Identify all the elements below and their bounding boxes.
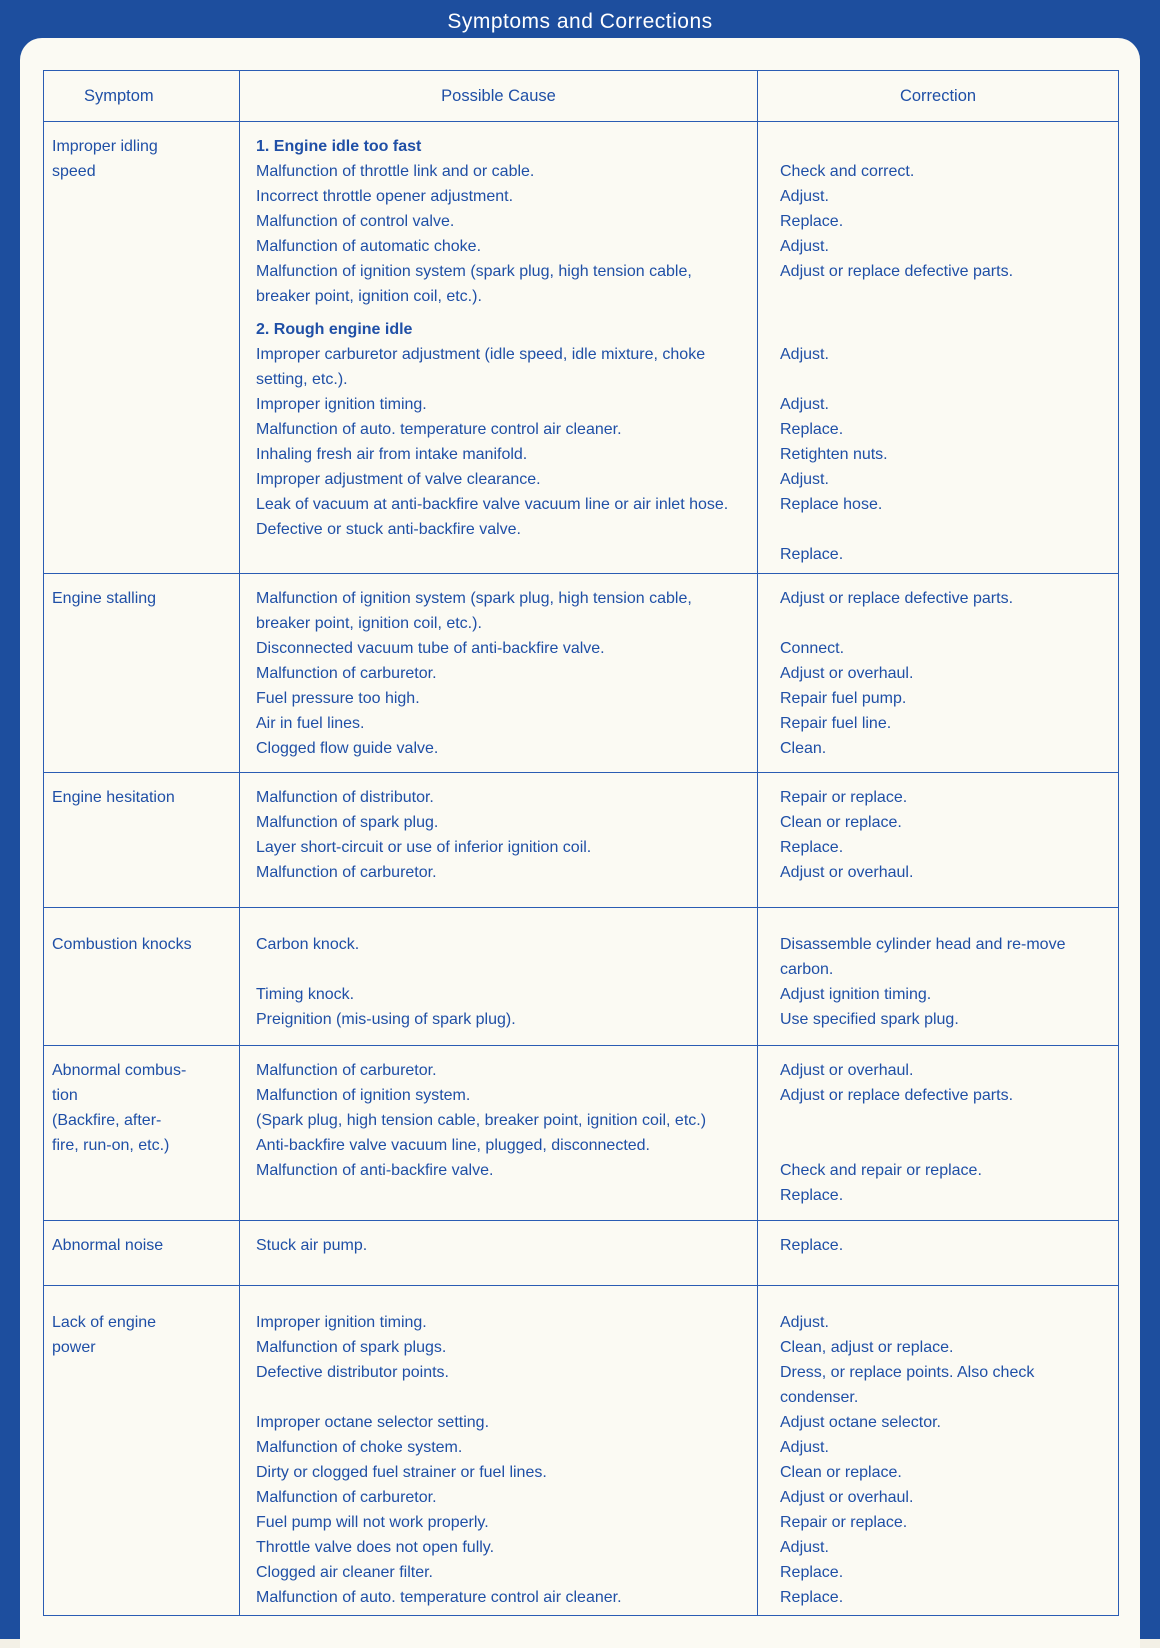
correction-text: Adjust or overhaul. (780, 665, 914, 682)
correction-text: Clean or replace. (780, 1464, 902, 1481)
correction-text: Adjust or overhaul. (780, 864, 914, 881)
correction-text: Retighten nuts. (780, 446, 888, 463)
correction-text: Adjust or overhaul. (780, 1062, 914, 1079)
cause-text: Malfunction of carburetor. (256, 1062, 437, 1079)
cause-cell (240, 574, 758, 773)
correction-cell (758, 1046, 1119, 1221)
symptom-cell (44, 1286, 240, 1616)
correction-text: Adjust. (780, 1314, 829, 1331)
cause-text: Defective or stuck anti-backfire valve. (256, 521, 521, 538)
correction-text: Repair or replace. (780, 1514, 908, 1531)
cause-text: Dirty or clogged fuel strainer or fuel lines. (256, 1464, 547, 1481)
correction-text: Repair fuel pump. (780, 690, 907, 707)
symptom-text: Improper idling (52, 138, 158, 155)
cause-text: Malfunction of ignition system (spark plug, high tension cable, breaker point, ignition coil, etc.). (256, 263, 692, 305)
correction-text: Adjust ignition timing. (780, 986, 932, 1003)
correction-text: Replace. (780, 1564, 844, 1581)
cause-text: Timing knock. (256, 986, 355, 1003)
symptom-cell (44, 773, 240, 908)
correction-text: Adjust or overhaul. (780, 1489, 914, 1506)
correction-text: Replace. (780, 546, 844, 563)
cause-text: Malfunction of auto. temperature control air cleaner. (256, 421, 622, 438)
correction-text: Dress, or replace points. Also check condenser. (780, 1364, 1035, 1406)
cause-cell (240, 773, 758, 908)
correction-text: Replace hose. (780, 496, 883, 513)
cause-text: Layer short-circuit or use of inferior ignition coil. (256, 839, 592, 856)
symptom-text: Combustion knocks (52, 936, 192, 953)
header-symptom: Symptom (44, 71, 240, 122)
cause-text: Malfunction of control valve. (256, 213, 455, 230)
table-row (44, 1221, 1119, 1286)
cause-text: Fuel pump will not work properly. (256, 1514, 489, 1531)
header-cause: Possible Cause (240, 71, 758, 122)
cause-text: Malfunction of ignition system (spark plug, high tension cable, breaker point, ignition coil, etc.). (256, 590, 692, 632)
symptoms-table (43, 70, 1119, 1616)
cause-text: Malfunction of spark plugs. (256, 1339, 447, 1356)
correction-text: Replace. (780, 1187, 844, 1204)
symptom-text: fire, run-on, etc.) (52, 1137, 170, 1154)
cause-text: Improper adjustment of valve clearance. (256, 471, 541, 488)
correction-text: Adjust or replace defective parts. (780, 1087, 1014, 1104)
cause-subheading: 2. Rough engine idle (256, 321, 413, 338)
cause-text: Improper octane selector setting. (256, 1414, 490, 1431)
cause-text: Defective distributor points. (256, 1364, 449, 1381)
cause-subheading: 1. Engine idle too fast (256, 138, 422, 155)
cause-text: Leak of vacuum at anti-backfire valve vacuum line or air inlet hose. (256, 496, 729, 513)
cause-text: Malfunction of automatic choke. (256, 238, 482, 255)
correction-cell (758, 122, 1119, 574)
table-row (44, 1286, 1119, 1616)
cause-text: Preignition (mis-using of spark plug). (256, 1011, 516, 1028)
table-row (44, 122, 1119, 574)
cause-text: Incorrect throttle opener adjustment. (256, 188, 514, 205)
content-panel (20, 38, 1140, 1648)
correction-text: Adjust. (780, 238, 829, 255)
cause-text: Malfunction of carburetor. (256, 864, 437, 881)
cause-text: Malfunction of carburetor. (256, 1489, 437, 1506)
cause-text: Disconnected vacuum tube of anti-backfire valve. (256, 640, 605, 657)
table-row (44, 773, 1119, 908)
symptom-cell (44, 908, 240, 1046)
correction-text: Adjust or replace defective parts. (780, 590, 1014, 607)
cause-text: Improper carburetor adjustment (idle speed, idle mixture, choke setting, etc.). (256, 346, 706, 388)
correction-text: Adjust. (780, 396, 829, 413)
cause-text: Improper ignition timing. (256, 1314, 427, 1331)
cause-text: Fuel pressure too high. (256, 690, 420, 707)
correction-text: Check and repair or replace. (780, 1162, 982, 1179)
cause-text: Malfunction of ignition system. (256, 1087, 471, 1104)
table-row (44, 1046, 1119, 1221)
table-row (44, 908, 1119, 1046)
correction-text: Connect. (780, 640, 845, 657)
symptom-text: Abnormal combus- (52, 1062, 187, 1079)
correction-text: Replace. (780, 839, 844, 856)
correction-text: Adjust. (780, 1439, 829, 1456)
cause-text: Throttle valve does not open fully. (256, 1539, 495, 1556)
cause-cell (240, 908, 758, 1046)
correction-text: Clean. (780, 740, 827, 757)
cause-text: Malfunction of spark plug. (256, 814, 439, 831)
correction-text: Adjust. (780, 346, 829, 363)
cause-text: Improper ignition timing. (256, 396, 427, 413)
symptom-text: (Backfire, after- (52, 1112, 162, 1129)
cause-text: Anti-backfire valve vacuum line, plugged, disconnected. (256, 1137, 650, 1154)
symptom-cell (44, 574, 240, 773)
correction-cell (758, 908, 1119, 1046)
cause-text: Malfunction of throttle link and or cable. (256, 163, 535, 180)
cause-cell (240, 1046, 758, 1221)
correction-text: Replace. (780, 421, 844, 438)
correction-cell (758, 574, 1119, 773)
correction-cell (758, 1221, 1119, 1286)
correction-text: Clean, adjust or replace. (780, 1339, 954, 1356)
cause-text: Malfunction of distributor. (256, 789, 434, 806)
correction-cell (758, 773, 1119, 908)
symptom-cell (44, 1046, 240, 1221)
correction-text: Adjust octane selector. (780, 1414, 941, 1431)
symptom-text: Engine hesitation (52, 789, 175, 806)
correction-text: Replace. (780, 1589, 844, 1606)
correction-text: Adjust. (780, 1539, 829, 1556)
cause-text: Inhaling fresh air from intake manifold. (256, 446, 528, 463)
symptom-text: speed (52, 163, 96, 180)
symptom-cell (44, 1221, 240, 1286)
symptom-text: Lack of engine (52, 1314, 157, 1331)
cause-cell (240, 122, 758, 574)
cause-text: Carbon knock. (256, 936, 360, 953)
correction-text: Check and correct. (780, 163, 915, 180)
correction-text: Repair fuel line. (780, 715, 892, 732)
cause-text: Malfunction of anti-backfire valve. (256, 1162, 494, 1179)
cause-text: Malfunction of choke system. (256, 1439, 463, 1456)
correction-cell (758, 1286, 1119, 1616)
cause-text: Clogged air cleaner filter. (256, 1564, 433, 1581)
cause-text: Air in fuel lines. (256, 715, 365, 732)
correction-text: Repair or replace. (780, 789, 908, 806)
cause-text: Stuck air pump. (256, 1237, 368, 1254)
symptom-text: tion (52, 1087, 78, 1104)
correction-text: Disassemble cylinder head and re-move carbon. (780, 936, 1066, 978)
header-correction: Correction (758, 71, 1119, 122)
correction-text: Use specified spark plug. (780, 1011, 959, 1028)
correction-text: Replace. (780, 1237, 844, 1254)
correction-text: Clean or replace. (780, 814, 902, 831)
symptom-text: Engine stalling (52, 590, 157, 607)
cause-cell (240, 1221, 758, 1286)
page-title: Symptoms and Corrections (447, 10, 713, 33)
table-row (44, 574, 1119, 773)
correction-text: Adjust. (780, 188, 829, 205)
correction-text: Adjust. (780, 471, 829, 488)
cause-text: (Spark plug, high tension cable, breaker point, ignition coil, etc.) (256, 1112, 707, 1129)
header-row (44, 71, 1119, 122)
symptom-text: power (52, 1339, 96, 1356)
cause-text: Malfunction of auto. temperature control air cleaner. (256, 1589, 622, 1606)
cause-text: Malfunction of carburetor. (256, 665, 437, 682)
cause-text: Clogged flow guide valve. (256, 740, 439, 757)
correction-text: Adjust or replace defective parts. (780, 263, 1014, 280)
correction-text: Replace. (780, 213, 844, 230)
cause-cell (240, 1286, 758, 1616)
symptom-cell (44, 122, 240, 574)
symptom-text: Abnormal noise (52, 1237, 164, 1254)
